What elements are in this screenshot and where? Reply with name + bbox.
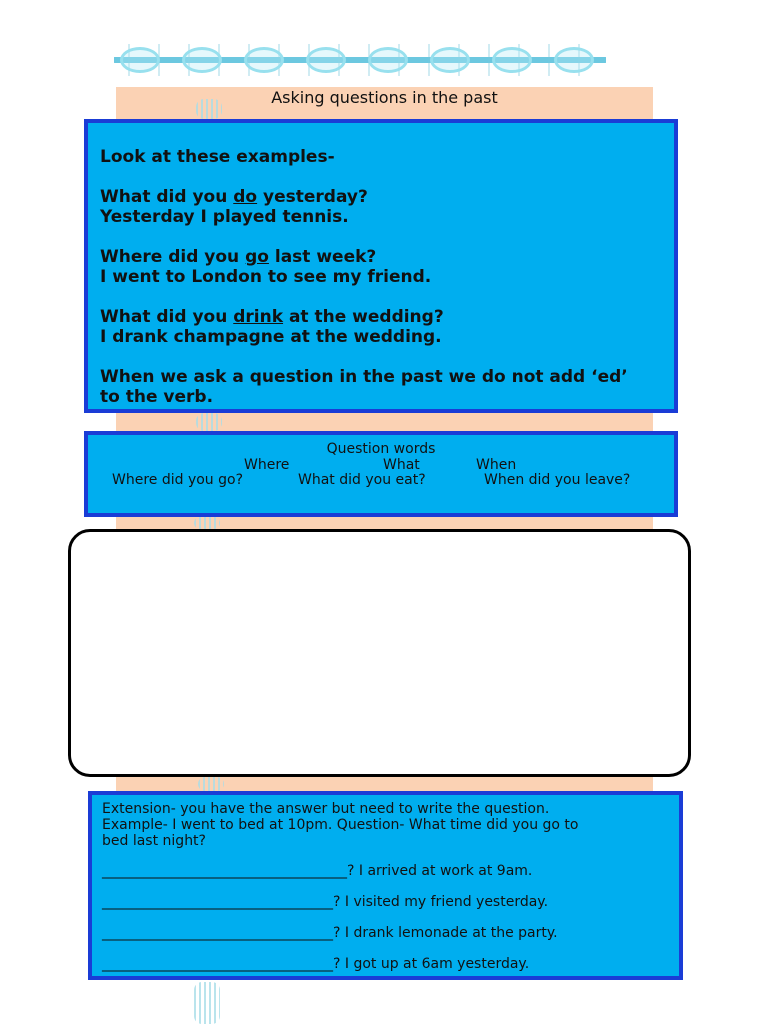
verb-highlight: go <box>245 247 269 267</box>
exercise-answer: ? I arrived at work at 9am. <box>347 863 533 879</box>
border-link-icon <box>244 47 284 73</box>
question-word-example: Where did you go? <box>112 472 244 488</box>
border-link-icon <box>430 47 470 73</box>
examples-box <box>84 119 678 413</box>
extension-box <box>88 791 683 980</box>
border-link-icon <box>120 47 160 73</box>
answer-blank: _________________________________ <box>102 956 333 972</box>
example-pair <box>100 187 662 227</box>
example-answer: I drank champagne at the wedding. <box>100 327 442 347</box>
answer-blank: _________________________________ <box>102 925 333 941</box>
border-link-icon <box>182 47 222 73</box>
example-question: What did you do yesterday? <box>100 187 368 207</box>
example-question: Where did you go last week? <box>100 247 377 267</box>
question-word-example: When did you leave? <box>484 472 631 488</box>
question-words-heading: Question words <box>326 441 436 457</box>
example-question: What did you drink at the wedding? <box>100 307 444 327</box>
decorative-ornament <box>194 982 220 1024</box>
border-link-icon <box>492 47 532 73</box>
decorative-border-top <box>114 44 606 76</box>
example-pair <box>100 247 662 287</box>
question-word-example: What did you eat? <box>298 472 426 488</box>
exercise-line <box>102 925 558 941</box>
empty-answer-box <box>68 529 691 777</box>
exercise-line <box>102 894 548 910</box>
question-word: When <box>476 457 517 473</box>
exercise-line <box>102 863 532 879</box>
exercise-answer: ? I got up at 6am yesterday. <box>333 956 530 972</box>
question-word: What <box>383 457 420 473</box>
decorative-ornament <box>196 413 222 431</box>
page-title: Asking questions in the past <box>271 88 498 107</box>
example-answer: I went to London to see my friend. <box>100 267 432 287</box>
exercise-answer: ? I drank lemonade at the party. <box>333 925 558 941</box>
examples-heading: Look at these examples- <box>100 147 335 167</box>
verb-highlight: drink <box>233 307 284 327</box>
exercise-line <box>102 956 529 972</box>
decorative-ornament <box>194 517 220 529</box>
question-word: Where <box>244 457 290 473</box>
decorative-ornament <box>198 777 224 791</box>
border-link-icon <box>306 47 346 73</box>
rule-text: When we ask a question in the past we do not add ‘ed’ to the verb. <box>100 367 628 407</box>
example-pair <box>100 307 662 347</box>
exercise-answer: ? I visited my friend yesterday. <box>333 894 549 910</box>
border-link-icon <box>554 47 594 73</box>
verb-highlight: do <box>233 187 258 207</box>
answer-blank: _________________________________ <box>102 894 333 910</box>
extension-instructions: Extension- you have the answer but need to write the question. Example- I went to bed at 10pm. Question- What time did you go to bed last night? <box>102 801 579 849</box>
answer-blank: ___________________________________ <box>102 863 347 879</box>
question-words-box <box>84 431 678 517</box>
border-link-icon <box>368 47 408 73</box>
example-answer: Yesterday I played tennis. <box>100 207 349 227</box>
